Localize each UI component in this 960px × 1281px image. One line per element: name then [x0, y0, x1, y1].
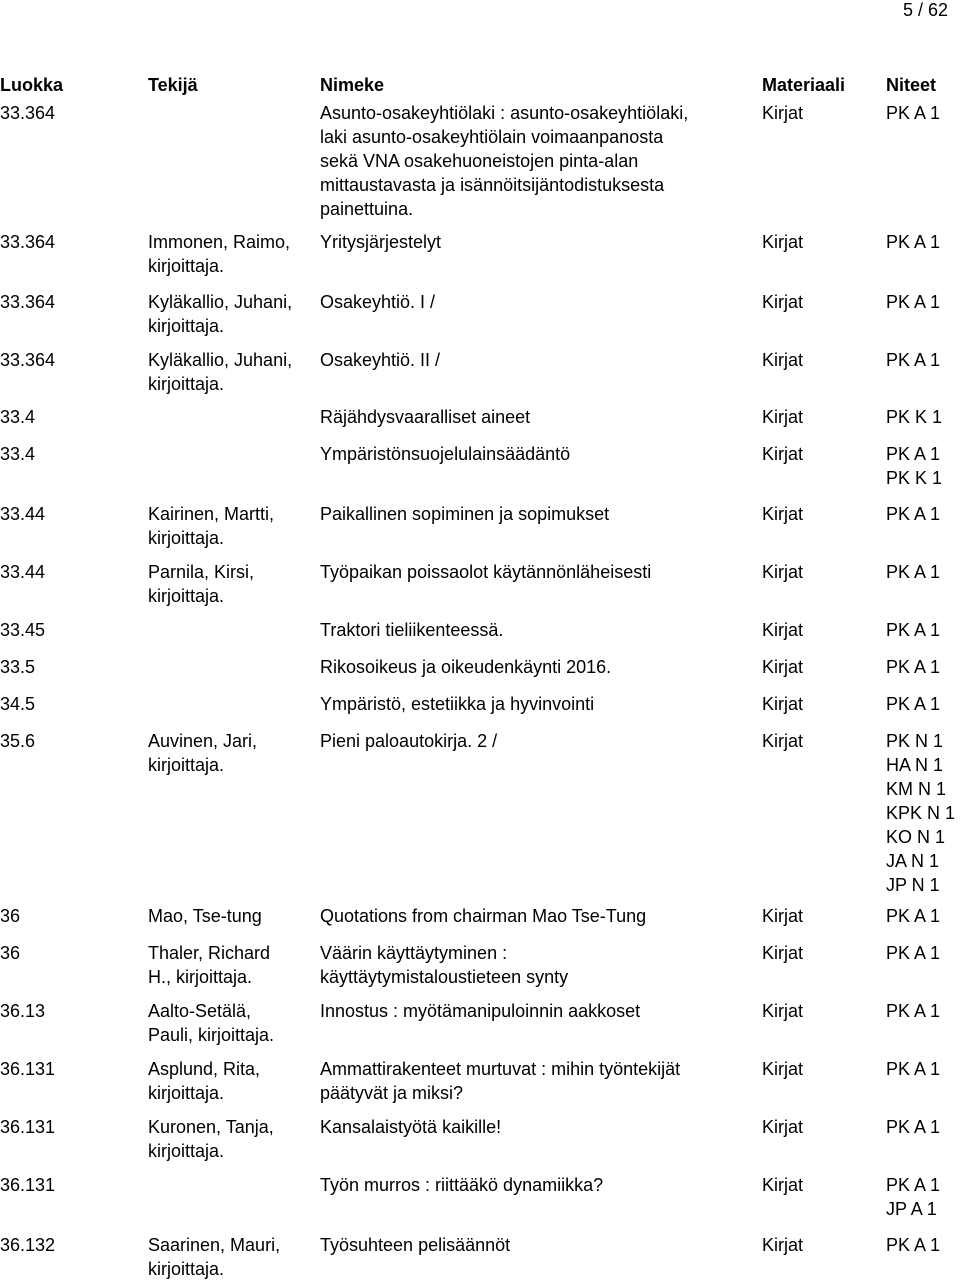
title-cell-line: Ammattirakenteet murtuvat : mihin työntekijät — [320, 1059, 681, 1079]
author-cell — [148, 941, 313, 989]
class-cell: 33.364 — [0, 232, 56, 252]
material-cell: Kirjat — [762, 943, 804, 963]
header-copies: Niteet — [886, 75, 937, 95]
title-cell-line: Räjähdysvaaralliset aineet — [320, 407, 531, 427]
copies-cell-line: PK K 1 — [886, 468, 943, 488]
copies-cell — [886, 290, 960, 314]
title-cell-line: Rikosoikeus ja oikeudenkäynti 2016. — [320, 657, 612, 677]
copies-cell — [886, 904, 960, 928]
material-cell: Kirjat — [762, 1235, 804, 1255]
title-cell — [320, 1057, 752, 1105]
header-title: Nimeke — [320, 75, 385, 95]
author-cell-line: kirjoittaja. — [148, 528, 225, 548]
title-cell — [320, 405, 752, 429]
title-cell-line: laki asunto-osakeyhtiölain voimaanpanosta — [320, 127, 664, 147]
material-cell: Kirjat — [762, 292, 804, 312]
title-cell-line: Työpaikan poissaolot käytännönläheisesti — [320, 562, 652, 582]
title-cell — [320, 904, 752, 928]
title-cell-line: Työn murros : riittääkö dynamiikka? — [320, 1175, 604, 1195]
material-cell: Kirjat — [762, 350, 804, 370]
material-cell: Kirjat — [762, 1175, 804, 1195]
material-cell: Kirjat — [762, 444, 804, 464]
copies-cell-line: PK A 1 — [886, 562, 941, 582]
author-cell — [148, 290, 313, 338]
title-cell — [320, 502, 752, 526]
class-cell: 36 — [0, 943, 21, 963]
copies-cell-line: KO N 1 — [886, 827, 946, 847]
author-cell-line: Parnila, Kirsi, — [148, 562, 255, 582]
title-cell-line: Pieni paloautokirja. 2 / — [320, 731, 498, 751]
class-cell: 33.364 — [0, 350, 56, 370]
copies-cell-line: PK A 1 — [886, 350, 941, 370]
header-class: Luokka — [0, 75, 64, 95]
material-cell: Kirjat — [762, 103, 804, 123]
author-cell-line: kirjoittaja. — [148, 586, 225, 606]
title-cell-line: Paikallinen sopiminen ja sopimukset — [320, 504, 610, 524]
title-cell-line: Traktori tieliikenteessä. — [320, 620, 504, 640]
title-cell — [320, 655, 752, 679]
title-cell — [320, 230, 752, 254]
title-cell — [320, 999, 752, 1023]
title-cell — [320, 692, 752, 716]
class-cell: 36.131 — [0, 1117, 56, 1137]
copies-cell — [886, 655, 960, 679]
author-cell — [148, 560, 313, 608]
copies-cell-line: PK A 1 — [886, 943, 941, 963]
title-cell-line: Osakeyhtiö. I / — [320, 292, 436, 312]
copies-cell — [886, 1057, 960, 1081]
author-cell-line: Kyläkallio, Juhani, — [148, 350, 293, 370]
page-number: 5 / 62 — [902, 0, 948, 20]
author-cell — [148, 348, 313, 396]
title-cell — [320, 618, 752, 642]
title-cell-line: Kansalaistyötä kaikille! — [320, 1117, 502, 1137]
class-cell: 34.5 — [0, 694, 36, 714]
copies-cell-line: PK N 1 — [886, 731, 944, 751]
material-cell: Kirjat — [762, 620, 804, 640]
copies-cell-line: PK A 1 — [886, 906, 941, 926]
copies-cell — [886, 560, 960, 584]
header-material: Materiaali — [762, 75, 846, 95]
class-cell: 33.44 — [0, 504, 46, 524]
title-cell-line: Quotations from chairman Mao Tse-Tung — [320, 906, 647, 926]
material-cell: Kirjat — [762, 232, 804, 252]
material-cell: Kirjat — [762, 657, 804, 677]
class-cell: 36 — [0, 906, 21, 926]
title-cell-line: Työsuhteen pelisäännöt — [320, 1235, 511, 1255]
copies-cell-line: PK A 1 — [886, 232, 941, 252]
copies-cell-line: PK A 1 — [886, 504, 941, 524]
title-cell-line: Ympäristö, estetiikka ja hyvinvointi — [320, 694, 595, 714]
title-cell-line: Väärin käyttäytyminen : — [320, 943, 508, 963]
copies-cell-line: PK A 1 — [886, 444, 941, 464]
copies-cell-line: PK A 1 — [886, 694, 941, 714]
author-cell-line: Saarinen, Mauri, — [148, 1235, 281, 1255]
author-cell-line: kirjoittaja. — [148, 755, 225, 775]
copies-cell-line: KPK N 1 — [886, 803, 956, 823]
title-cell-line: Ympäristönsuojelulainsäädäntö — [320, 444, 571, 464]
copies-cell-line: PK A 1 — [886, 292, 941, 312]
copies-cell — [886, 502, 960, 526]
author-cell-line: Thaler, Richard — [148, 943, 271, 963]
table-header — [0, 73, 960, 99]
author-cell-line: H., kirjoittaja. — [148, 967, 253, 987]
copies-cell-line: HA N 1 — [886, 755, 944, 775]
title-cell — [320, 1233, 752, 1257]
title-cell-line: Asunto-osakeyhtiölaki : asunto-osakeyhtiölaki, — [320, 103, 689, 123]
copies-cell-line: PK A 1 — [886, 1059, 941, 1079]
copies-cell — [886, 442, 960, 490]
title-cell — [320, 290, 752, 314]
author-cell-line: Immonen, Raimo, — [148, 232, 291, 252]
author-cell — [148, 1057, 313, 1105]
title-cell — [320, 560, 752, 584]
author-cell-line: Kuronen, Tanja, — [148, 1117, 274, 1137]
author-cell — [148, 999, 313, 1047]
copies-cell-line: PK A 1 — [886, 1117, 941, 1137]
title-cell-line: päätyvät ja miksi? — [320, 1083, 464, 1103]
copies-cell-line: PK A 1 — [886, 1235, 941, 1255]
title-cell — [320, 941, 752, 989]
author-cell-line: kirjoittaja. — [148, 1141, 225, 1161]
class-cell: 33.364 — [0, 103, 56, 123]
copies-cell-line: JP N 1 — [886, 875, 940, 895]
author-cell — [148, 230, 313, 278]
title-cell — [320, 729, 752, 753]
author-cell-line: Mao, Tse-tung — [148, 906, 262, 926]
copies-cell — [886, 348, 960, 372]
copies-cell — [886, 729, 960, 897]
author-cell-line: Pauli, kirjoittaja. — [148, 1025, 275, 1045]
class-cell: 33.4 — [0, 407, 36, 427]
author-cell-line: kirjoittaja. — [148, 1259, 225, 1279]
material-cell: Kirjat — [762, 1117, 804, 1137]
material-cell: Kirjat — [762, 504, 804, 524]
copies-cell — [886, 230, 960, 254]
copies-cell — [886, 101, 960, 125]
class-cell: 33.5 — [0, 657, 36, 677]
title-cell-line: sekä VNA osakehuoneistojen pinta-alan — [320, 151, 639, 171]
copies-cell — [886, 1233, 960, 1257]
material-cell: Kirjat — [762, 562, 804, 582]
title-cell-line: käyttäytymistaloustieteen synty — [320, 967, 569, 987]
author-cell — [148, 1115, 313, 1163]
class-cell: 36.131 — [0, 1059, 56, 1079]
copies-cell — [886, 1115, 960, 1139]
class-cell: 33.364 — [0, 292, 56, 312]
material-cell: Kirjat — [762, 1059, 804, 1079]
author-cell-line: Kairinen, Martti, — [148, 504, 275, 524]
author-cell-line: kirjoittaja. — [148, 316, 225, 336]
title-cell-line: painettuina. — [320, 199, 414, 219]
author-cell-line: Kyläkallio, Juhani, — [148, 292, 293, 312]
header-author: Tekijä — [148, 75, 198, 95]
material-cell: Kirjat — [762, 694, 804, 714]
title-cell-line: Innostus : myötämanipuloinnin aakkoset — [320, 1001, 641, 1021]
class-cell: 36.13 — [0, 1001, 46, 1021]
copies-cell-line: PK A 1 — [886, 103, 941, 123]
copies-cell-line: PK K 1 — [886, 407, 943, 427]
author-cell — [148, 904, 313, 928]
copies-cell — [886, 941, 960, 965]
copies-cell — [886, 999, 960, 1023]
author-cell-line: Aalto-Setälä, — [148, 1001, 252, 1021]
title-cell — [320, 101, 752, 221]
material-cell: Kirjat — [762, 407, 804, 427]
author-cell-line: kirjoittaja. — [148, 1083, 225, 1103]
class-cell: 33.4 — [0, 444, 36, 464]
copies-cell-line: JA N 1 — [886, 851, 940, 871]
class-cell: 33.45 — [0, 620, 46, 640]
author-cell-line: kirjoittaja. — [148, 374, 225, 394]
author-cell-line: Auvinen, Jari, — [148, 731, 258, 751]
copies-cell — [886, 692, 960, 716]
class-cell: 36.131 — [0, 1175, 56, 1195]
author-cell — [148, 1233, 313, 1281]
class-cell: 33.44 — [0, 562, 46, 582]
title-cell-line: Yritysjärjestelyt — [320, 232, 442, 252]
author-cell-line: Asplund, Rita, — [148, 1059, 261, 1079]
title-cell — [320, 1173, 752, 1197]
title-cell-line: mittaustavasta ja isännöitsijäntodistuksesta — [320, 175, 665, 195]
copies-cell-line: KM N 1 — [886, 779, 947, 799]
material-cell: Kirjat — [762, 1001, 804, 1021]
author-cell-line: kirjoittaja. — [148, 256, 225, 276]
author-cell — [148, 729, 313, 777]
material-cell: Kirjat — [762, 906, 804, 926]
material-cell: Kirjat — [762, 731, 804, 751]
class-cell: 36.132 — [0, 1235, 56, 1255]
copies-cell — [886, 618, 960, 642]
copies-cell-line: JP A 1 — [886, 1199, 937, 1219]
copies-cell-line: PK A 1 — [886, 620, 941, 640]
copies-cell-line: PK A 1 — [886, 1175, 941, 1195]
class-cell: 35.6 — [0, 731, 36, 751]
title-cell-line: Osakeyhtiö. II / — [320, 350, 441, 370]
copies-cell-line: PK A 1 — [886, 1001, 941, 1021]
copies-cell — [886, 405, 960, 429]
title-cell — [320, 348, 752, 372]
title-cell — [320, 442, 752, 466]
copies-cell-line: PK A 1 — [886, 657, 941, 677]
copies-cell — [886, 1173, 960, 1221]
author-cell — [148, 502, 313, 550]
title-cell — [320, 1115, 752, 1139]
